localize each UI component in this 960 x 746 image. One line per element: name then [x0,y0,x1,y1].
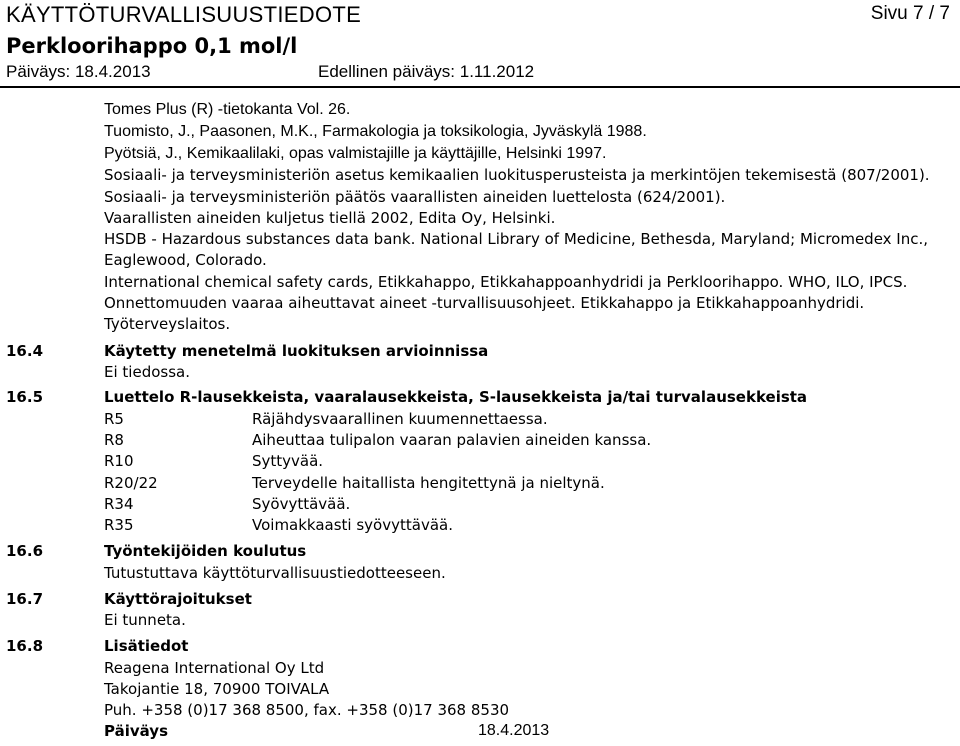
section-number: 16.5 [6,388,44,406]
r-phrase-code: R35 [104,516,134,534]
r-phrase-code: R8 [104,431,124,449]
section-number: 16.6 [6,542,44,560]
reference-line: Pyötsiä, J., Kemikaalilaki, opas valmistajille ja käyttäjille, Helsinki 1997. [104,145,607,162]
company-address: Takojantie 18, 70900 TOIVALA [104,680,330,698]
footer-date-value: 18.4.2013 [478,722,550,739]
r-phrase-text: Voimakkaasti syövyttävää. [252,516,453,534]
reference-line: Sosiaali- ja terveysministeriön asetus kemikaalien luokitusperusteista ja merkintöjen tekemisestä (807/2001). [104,166,930,184]
header-rule [0,86,960,88]
r-phrase-code: R20/22 [104,474,158,492]
issue-date: Päiväys: 18.4.2013 [6,62,151,81]
section-text: Ei tiedossa. [104,363,190,381]
section-title: Luettelo R-lausekkeista, vaaralausekkeista, S-lausekkeista ja/tai turvalausekkeista [104,388,808,406]
r-phrase-code: R10 [104,452,134,470]
reference-line: Onnettomuuden vaaraa aiheuttavat aineet -turvallisuusohjeet. Etikkahappo ja Etikkahappoanhydridi. [104,294,865,312]
r-phrase-code: R34 [104,495,134,513]
section-number: 16.8 [6,637,44,655]
company-name: Reagena International Oy Ltd [104,659,325,677]
previous-date: Edellinen päiväys: 1.11.2012 [318,62,535,81]
reference-line: Eaglewood, Colorado. [104,251,267,269]
section-number: 16.4 [6,342,44,360]
reference-line: HSDB - Hazardous substances data bank. National Library of Medicine, Bethesda, Maryland; Micromedex Inc., [104,230,929,248]
company-phone: Puh. +358 (0)17 368 8500, fax. +358 (0)17 368 8530 [104,701,510,719]
section-title: Työntekijöiden koulutus [104,542,307,560]
section-text: Ei tunneta. [104,611,186,629]
r-phrase-text: Terveydelle haitallista hengitettynä ja nieltynä. [252,474,605,492]
product-name: Perkloorihappo 0,1 mol/l [6,34,298,58]
reference-line: Tomes Plus (R) -tietokanta Vol. 26. [104,101,351,118]
section-text: Tutustuttava käyttöturvallisuustiedotteeseen. [104,564,446,582]
section-number: 16.7 [6,590,44,608]
document-type-title: KÄYTTÖTURVALLISUUSTIEDOTE [6,2,362,27]
reference-line: International chemical safety cards, Etikkahappo, Etikkahappoanhydridi ja Perkloorihappo. WHO, ILO, IPCS. [104,273,908,291]
r-phrase-text: Aiheuttaa tulipalon vaaran palavien aineiden kanssa. [252,431,652,449]
reference-line: Työterveyslaitos. [104,315,231,333]
page-number: Sivu 7 / 7 [870,3,950,24]
r-phrase-text: Syövyttävää. [252,495,351,513]
r-phrase-code: R5 [104,410,124,428]
r-phrase-text: Räjähdysvaarallinen kuumennettaessa. [252,410,548,428]
r-phrase-text: Syttyvää. [252,452,324,470]
section-title: Käyttörajoitukset [104,590,252,608]
reference-line: Sosiaali- ja terveysministeriön päätös vaarallisten aineiden luettelosta (624/2001). [104,188,726,206]
section-title: Käytetty menetelmä luokituksen arvioinnissa [104,342,489,360]
reference-line: Tuomisto, J., Paasonen, M.K., Farmakologia ja toksikologia, Jyväskylä 1988. [104,123,647,140]
reference-line: Vaarallisten aineiden kuljetus tiellä 2002, Edita Oy, Helsinki. [104,209,556,227]
footer-date-label: Päiväys [104,722,168,740]
section-title: Lisätiedot [104,637,189,655]
